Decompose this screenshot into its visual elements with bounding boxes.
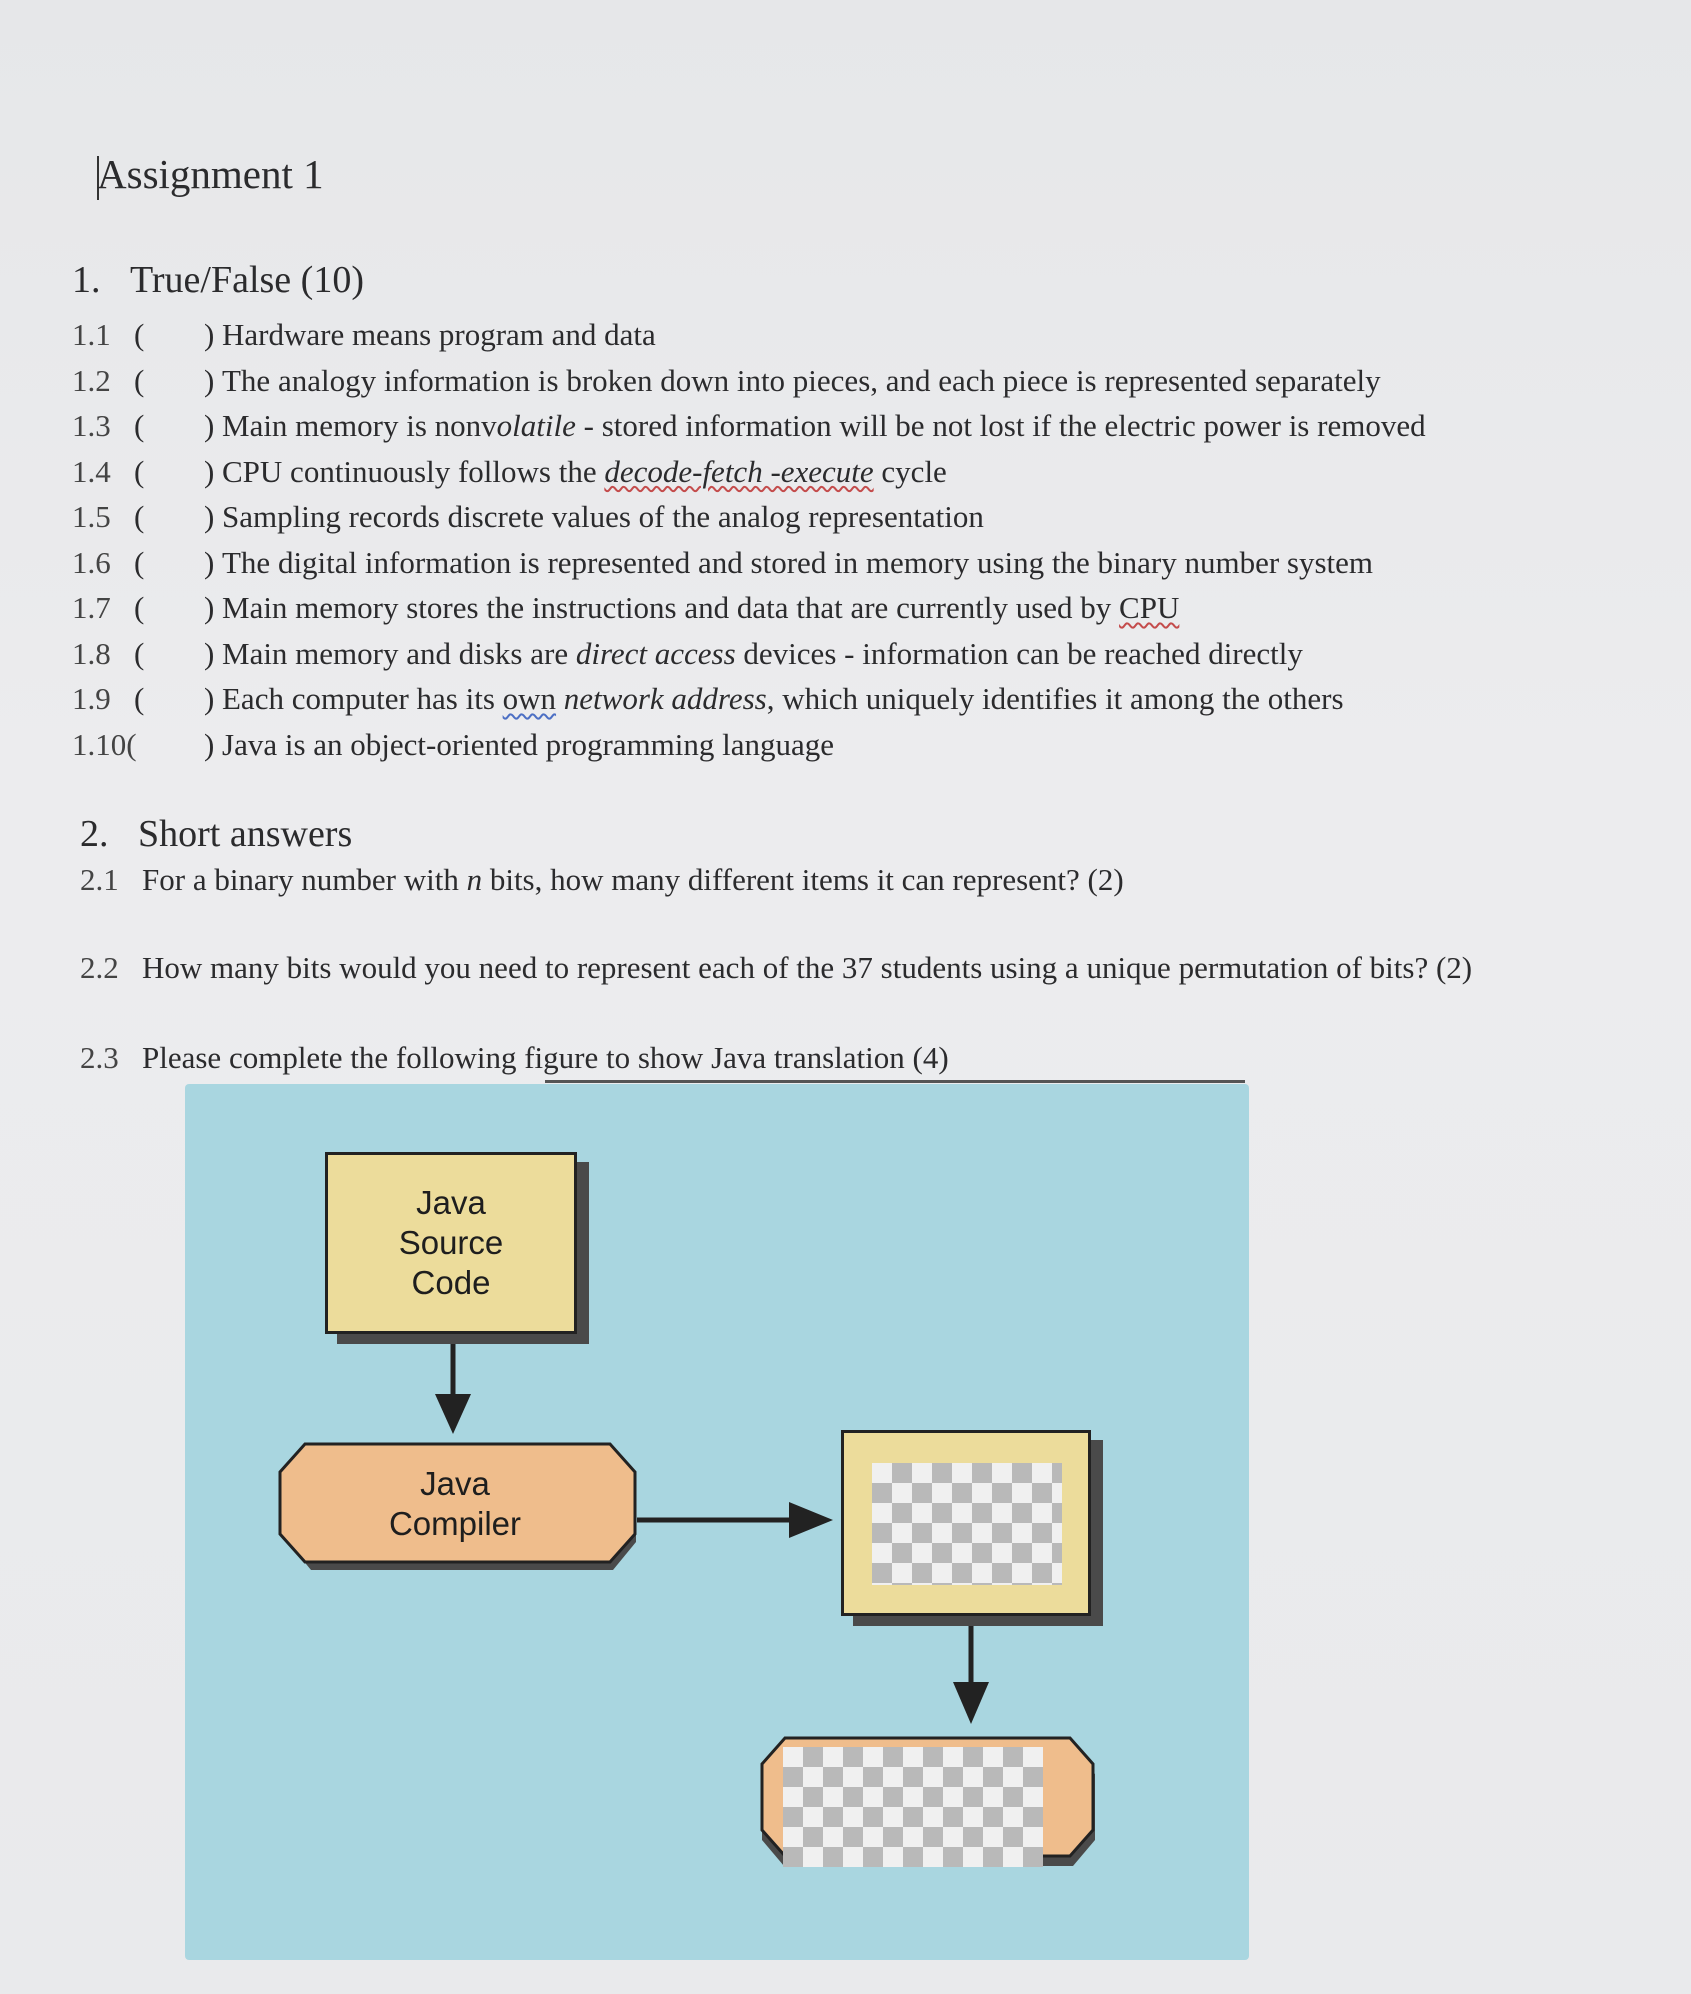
answer-open-paren[interactable]: ( bbox=[134, 544, 145, 580]
statement-part: CPU continuously follows the bbox=[222, 453, 605, 489]
tf-item-1-3 bbox=[72, 403, 1612, 449]
statement-part: Main memory stores the instructions and data that are currently used by bbox=[222, 590, 1120, 625]
section-1-number: 1. bbox=[72, 259, 101, 301]
statement-emphasis: olatile bbox=[496, 408, 576, 443]
item-number: 1.7 bbox=[72, 590, 111, 625]
statement-part: Main memory is nonv bbox=[222, 408, 497, 443]
question-number: 2.2 bbox=[80, 950, 119, 985]
question-text: How many bits would you need to represent each of the 37 students using a unique permutation of bits? (2) bbox=[142, 950, 1473, 985]
item-number: 1.2 bbox=[72, 362, 111, 398]
tf-item-1-7 bbox=[72, 585, 1612, 631]
source-label-line: Source bbox=[398, 1224, 504, 1261]
item-number: 1.5 bbox=[72, 499, 111, 534]
short-answer-2-1 bbox=[80, 862, 1124, 898]
answer-open-paren[interactable]: ( bbox=[134, 408, 145, 443]
blank-bytecode-box[interactable] bbox=[841, 1430, 1091, 1616]
tf-item-1-5 bbox=[72, 494, 1612, 540]
statement-part: cycle bbox=[873, 453, 947, 489]
item-statement: The digital information is represented and stored in memory using the binary number system bbox=[222, 544, 1374, 580]
blank-output-placeholder[interactable] bbox=[783, 1747, 1043, 1867]
tf-item-1-2 bbox=[72, 358, 1612, 404]
tf-item-1-9 bbox=[72, 676, 1612, 722]
short-answer-2-3 bbox=[80, 1040, 949, 1076]
answer-close-paren: ) bbox=[204, 499, 215, 534]
answer-close-paren: ) bbox=[204, 453, 215, 489]
tf-item-1-10 bbox=[72, 722, 1612, 768]
item-number: 1.8 bbox=[72, 635, 111, 671]
item-statement: Java is an object-oriented programming language bbox=[222, 726, 835, 762]
question-text: Please complete the following figure to show Java translation (4) bbox=[142, 1040, 949, 1075]
compiler-label-line: Compiler bbox=[388, 1505, 522, 1542]
source-label-line: Java bbox=[416, 1184, 486, 1221]
item-number: 1.1 bbox=[72, 317, 111, 352]
tf-item-1-1 bbox=[72, 312, 1612, 358]
answer-close-paren: ) bbox=[204, 408, 215, 443]
item-number: 1.10( bbox=[72, 726, 137, 762]
section-1-title: True/False (10) bbox=[130, 259, 364, 301]
java-translation-figure bbox=[185, 1084, 1249, 1960]
section-2-number: 2. bbox=[80, 813, 109, 855]
section-2-heading bbox=[80, 812, 352, 856]
statement-part: Main memory and disks are bbox=[222, 635, 576, 671]
question-number: 2.1 bbox=[80, 862, 119, 897]
arrow-compiler-to-bytecode bbox=[637, 1502, 833, 1538]
java-source-code-box bbox=[325, 1152, 577, 1334]
tf-item-1-8 bbox=[72, 631, 1612, 677]
answer-close-paren: ) bbox=[204, 681, 215, 716]
statement-emphasis: decode-fetch -execute bbox=[604, 453, 874, 489]
question-variable: n bbox=[466, 862, 483, 897]
answer-close-paren: ) bbox=[204, 362, 215, 398]
statement-part: Each computer has its bbox=[222, 681, 503, 716]
statement-part: devices - information can be reached directly bbox=[735, 635, 1303, 671]
item-statement: The analogy information is broken down into pieces, and each piece is represented separately bbox=[222, 362, 1381, 398]
section-1-heading bbox=[72, 258, 364, 302]
question-text: bits, how many different items it can represent? (2) bbox=[482, 862, 1124, 897]
item-number: 1.6 bbox=[72, 544, 111, 580]
statement-part: own bbox=[502, 681, 557, 716]
answer-close-paren: ) bbox=[204, 726, 215, 762]
compiler-box-label bbox=[273, 1464, 637, 1544]
section-2-title: Short answers bbox=[138, 813, 353, 855]
item-statement bbox=[222, 585, 1179, 630]
item-number: 1.4 bbox=[72, 453, 111, 489]
statement-emphasis: direct access bbox=[575, 635, 736, 671]
answer-open-paren[interactable]: ( bbox=[134, 681, 145, 716]
answer-open-paren[interactable]: ( bbox=[134, 635, 145, 671]
item-statement: Sampling records discrete values of the analog representation bbox=[222, 499, 984, 534]
item-number: 1.3 bbox=[72, 408, 111, 443]
answer-close-paren: ) bbox=[204, 635, 215, 671]
answer-open-paren[interactable]: ( bbox=[134, 317, 145, 352]
statement-emphasis: CPU bbox=[1119, 590, 1180, 625]
item-statement bbox=[222, 403, 1426, 448]
item-number: 1.9 bbox=[72, 681, 111, 716]
tf-item-1-6 bbox=[72, 540, 1612, 586]
statement-emphasis: network address bbox=[563, 681, 767, 716]
question-text: For a binary number with bbox=[142, 862, 467, 897]
statement-part: - stored information will be not lost if the electric power is removed bbox=[575, 408, 1426, 443]
answer-open-paren[interactable]: ( bbox=[134, 590, 145, 625]
item-statement bbox=[222, 449, 947, 494]
question-number: 2.3 bbox=[80, 1040, 119, 1075]
arrow-bytecode-to-output bbox=[953, 1614, 989, 1724]
item-statement bbox=[222, 631, 1303, 676]
short-answer-2-2 bbox=[80, 950, 1472, 986]
source-box-label bbox=[399, 1183, 504, 1303]
item-statement bbox=[222, 676, 1344, 721]
answer-close-paren: ) bbox=[204, 544, 215, 580]
answer-close-paren: ) bbox=[204, 590, 215, 625]
checkerboard-placeholder bbox=[872, 1463, 1062, 1585]
answer-open-paren[interactable]: ( bbox=[134, 453, 145, 489]
tf-item-1-4 bbox=[72, 449, 1612, 495]
compiler-label-line: Java bbox=[420, 1465, 490, 1502]
true-false-list bbox=[72, 312, 1612, 767]
answer-open-paren[interactable]: ( bbox=[134, 499, 145, 534]
page-title: Assignment 1 bbox=[97, 151, 324, 197]
arrow-source-to-compiler bbox=[435, 1334, 471, 1434]
answer-close-paren: ) bbox=[204, 317, 215, 352]
source-label-line: Code bbox=[411, 1264, 491, 1301]
item-statement: Hardware means program and data bbox=[222, 317, 656, 352]
figure-top-rule bbox=[545, 1080, 1245, 1083]
statement-part: , which uniquely identifies it among the others bbox=[766, 681, 1344, 716]
answer-open-paren[interactable]: ( bbox=[134, 362, 145, 398]
